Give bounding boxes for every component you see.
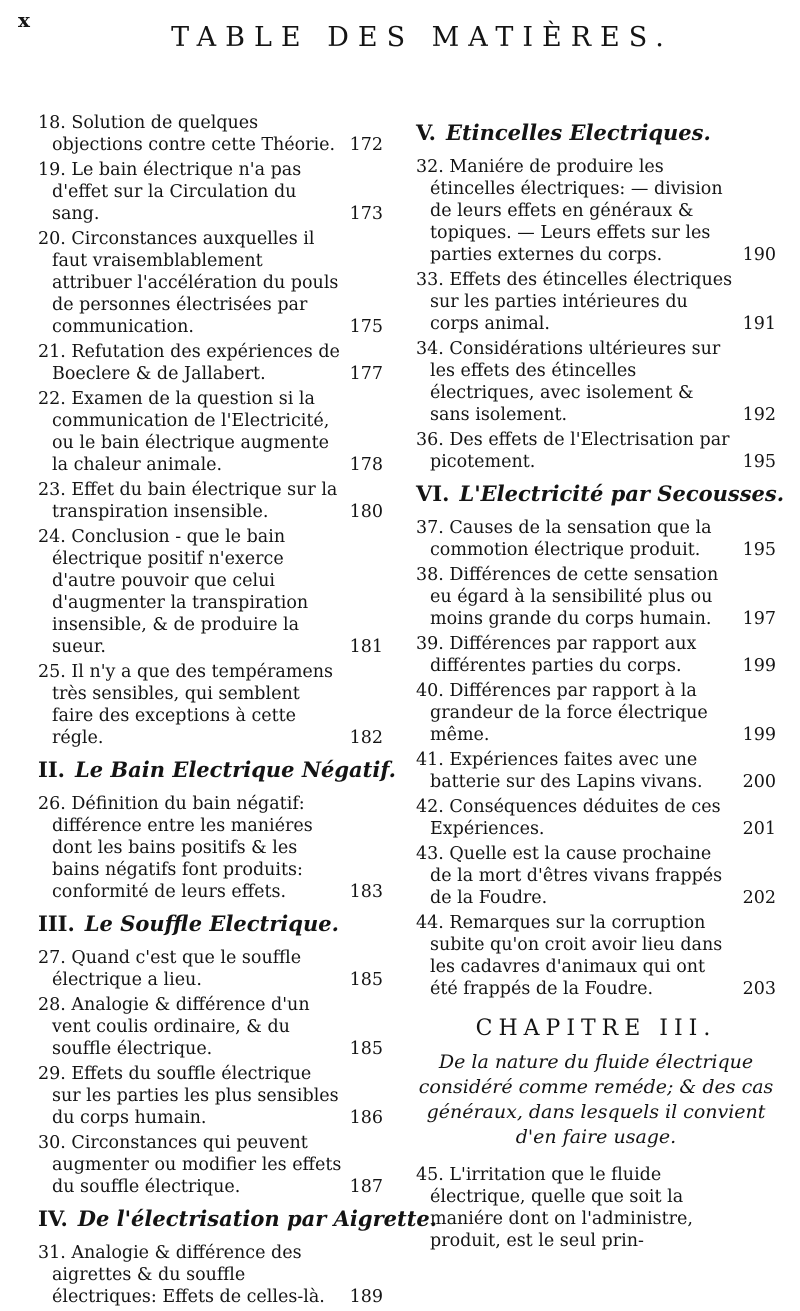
toc-entry [416,843,776,909]
right-column [416,112,785,1255]
toc-entry [38,159,383,225]
toc-entry-text: 42. Conséquences déduites de ces Expériences. [416,797,721,839]
section-number: II. [38,757,65,782]
toc-entry-text: 27. Quand c'est que le souffle électrique a lieu. [38,948,302,990]
page-number: x [18,8,30,32]
toc-page-number: 200 [742,772,776,792]
toc-entry-text: 39. Différences par rapport aux différentes parties du corps. [416,634,697,676]
section-number: V. [416,120,436,145]
toc-entry [416,156,776,266]
toc-page-number: 191 [742,314,776,334]
toc-entry [416,749,776,793]
entry-list [416,1164,776,1252]
toc-entry-text: 38. Différences de cette sensation eu égard à la sensibilité plus ou moins grande du corps humain. [416,565,719,629]
section-number: III. [38,911,75,936]
toc-entry [38,228,383,338]
section-number: VI. [416,481,450,506]
toc-entry-text: 29. Effets du souffle électrique sur les parties les plus sensibles du corps humain. [38,1064,339,1128]
section-heading [38,1206,438,1231]
toc-page-number: 175 [349,317,383,337]
toc-entry [38,1132,383,1198]
entry-list [38,1242,383,1308]
toc-entry [38,1242,383,1308]
toc-entry-text: 25. Il n'y a que des tempéramens très sensibles, qui semblent faire des exceptions à cette régle. [38,662,334,748]
toc-entry-text: 28. Analogie & différence d'un vent coulis ordinaire, & du souffle électrique. [38,995,310,1059]
toc-entry-text: 24. Conclusion - que le bain électrique positif n'exerce d'autre pouvoir que celui d'augmenter la transpiration insensible, & de produire la sueur. [38,527,309,657]
section-title: L'Electricité par Secousses. [459,481,785,506]
toc-entry [416,338,776,426]
toc-entry-text: 37. Causes de la sensation que la commotion électrique produit. [416,518,712,560]
toc-entry-text: 33. Effets des étincelles électriques sur les parties intérieures du corps animal. [416,270,733,334]
toc-page-number: 185 [349,970,383,990]
toc-entry [38,661,383,749]
toc-page-number: 190 [742,245,776,265]
toc-entry [416,429,776,473]
section-number: IV. [38,1206,68,1231]
toc-entry [38,526,383,658]
section-heading [416,122,776,144]
toc-page-number: 197 [742,609,776,629]
toc-entry-text: 31. Analogie & différence des aigrettes & du souffle électriques: Effets de celles-là. [38,1243,325,1307]
toc-entry [416,912,776,1000]
toc-entry [416,633,776,677]
toc-page-number: 192 [742,405,776,425]
toc-page-number: 177 [349,364,383,384]
toc-page-number: 186 [349,1108,383,1128]
section-title: Etincelles Electriques. [445,120,711,145]
section-heading [416,481,785,506]
toc-entry [416,269,776,335]
entry-list [38,112,383,749]
toc-entry-text: 36. Des effets de l'Electrisation par picotement. [416,430,730,472]
chapter-heading: CHAPITRE III. [475,1016,717,1041]
chapter-subtitle: De la nature du fluide électrique considéré comme reméde; & des cas généraux, dans lesquels il convient d'en faire usage. [418,1051,774,1148]
toc-entry-text: 45. L'irritation que le fluide électrique, quelle que soit la maniére dont on l'administre, produit, est le seul prin- [416,1165,693,1251]
toc-entry [38,112,383,156]
section-heading [38,757,396,782]
toc-entry [38,793,383,903]
toc-page-number: 172 [349,135,383,155]
toc-entry-text: 43. Quelle est la cause prochaine de la mort d'êtres vivans frappés de la Foudre. [416,844,723,908]
toc-page-number: 187 [349,1177,383,1197]
toc-entry-text: 30. Circonstances qui peuvent augmenter ou modifier les effets du souffle électrique. [38,1133,342,1197]
toc-entry [416,796,776,840]
toc-entry-text: 40. Différences par rapport à la grandeur de la force électrique même. [416,681,708,745]
toc-entry [38,479,383,523]
toc-entry-text: 21. Refutation des expériences de Boeclere & de Jallabert. [38,342,340,384]
toc-entry-text: 44. Remarques sur la corruption subite qu'on croit avoir lieu dans les cadavres d'animaux qui ont été frappés de la Foudre. [416,913,723,999]
section-title: Le Bain Electrique Négatif. [74,757,396,782]
toc-entry-text: 32. Maniére de produire les étincelles électriques: — division de leurs effets en généraux & topiques. — Leurs effets sur les parties externes du corps. [416,157,723,265]
toc-page-number: 182 [349,728,383,748]
toc-entry [416,1164,776,1252]
entry-list [38,793,383,903]
toc-page-number: 180 [349,502,383,522]
page-header: TABLE DES MATIÈRES. [171,22,673,53]
toc-page-number: 189 [349,1287,383,1307]
toc-entry [416,517,776,561]
toc-page-number: 181 [349,637,383,657]
toc-entry-text: 22. Examen de la question si la communication de l'Electricité, ou le bain électrique augmente la chaleur animale. [38,389,330,475]
entry-list [416,517,776,1000]
toc-entry [38,388,383,476]
toc-entry-text: 23. Effet du bain électrique sur la transpiration insensible. [38,480,338,522]
toc-page-number: 183 [349,882,383,902]
toc-page-number: 185 [349,1039,383,1059]
entry-list [416,156,776,473]
section-title: Le Souffle Electrique. [84,911,339,936]
toc-page-number: 173 [349,204,383,224]
toc-entry-text: 19. Le bain électrique n'a pas d'effet sur la Circulation du sang. [38,160,302,224]
toc-page-number: 195 [742,452,776,472]
toc-entry-text: 34. Considérations ultérieures sur les effets des étincelles électriques, avec isolement & sans isolement. [416,339,721,425]
toc-page-number: 202 [742,888,776,908]
section-heading [38,913,383,935]
toc-entry [38,947,383,991]
toc-entry [38,994,383,1060]
toc-entry-text: 41. Expériences faites avec une batterie sur des Lapins vivans. [416,750,703,792]
section-title: De l'électrisation par Aigrette. [77,1206,438,1231]
toc-entry-text: 18. Solution de quelques objections contre cette Théorie. [38,113,336,155]
toc-entry-text: 26. Définition du bain négatif: différence entre les maniéres dont les bains positifs & les bains négatifs font produits: conformité de leurs effets. [38,794,313,902]
toc-page-number: 199 [742,656,776,676]
toc-page-number: 178 [349,455,383,475]
toc-entry [38,341,383,385]
toc-page-number: 201 [742,819,776,839]
toc-page-number: 203 [742,979,776,999]
toc-entry [416,564,776,630]
toc-entry [416,680,776,746]
toc-page-number: 195 [742,540,776,560]
toc-page-number: 199 [742,725,776,745]
toc-entry [38,1063,383,1129]
entry-list [38,947,383,1198]
toc-entry-text: 20. Circonstances auxquelles il faut vraisemblablement attribuer l'accélération du pouls de personnes électrisées par communication. [38,229,339,337]
